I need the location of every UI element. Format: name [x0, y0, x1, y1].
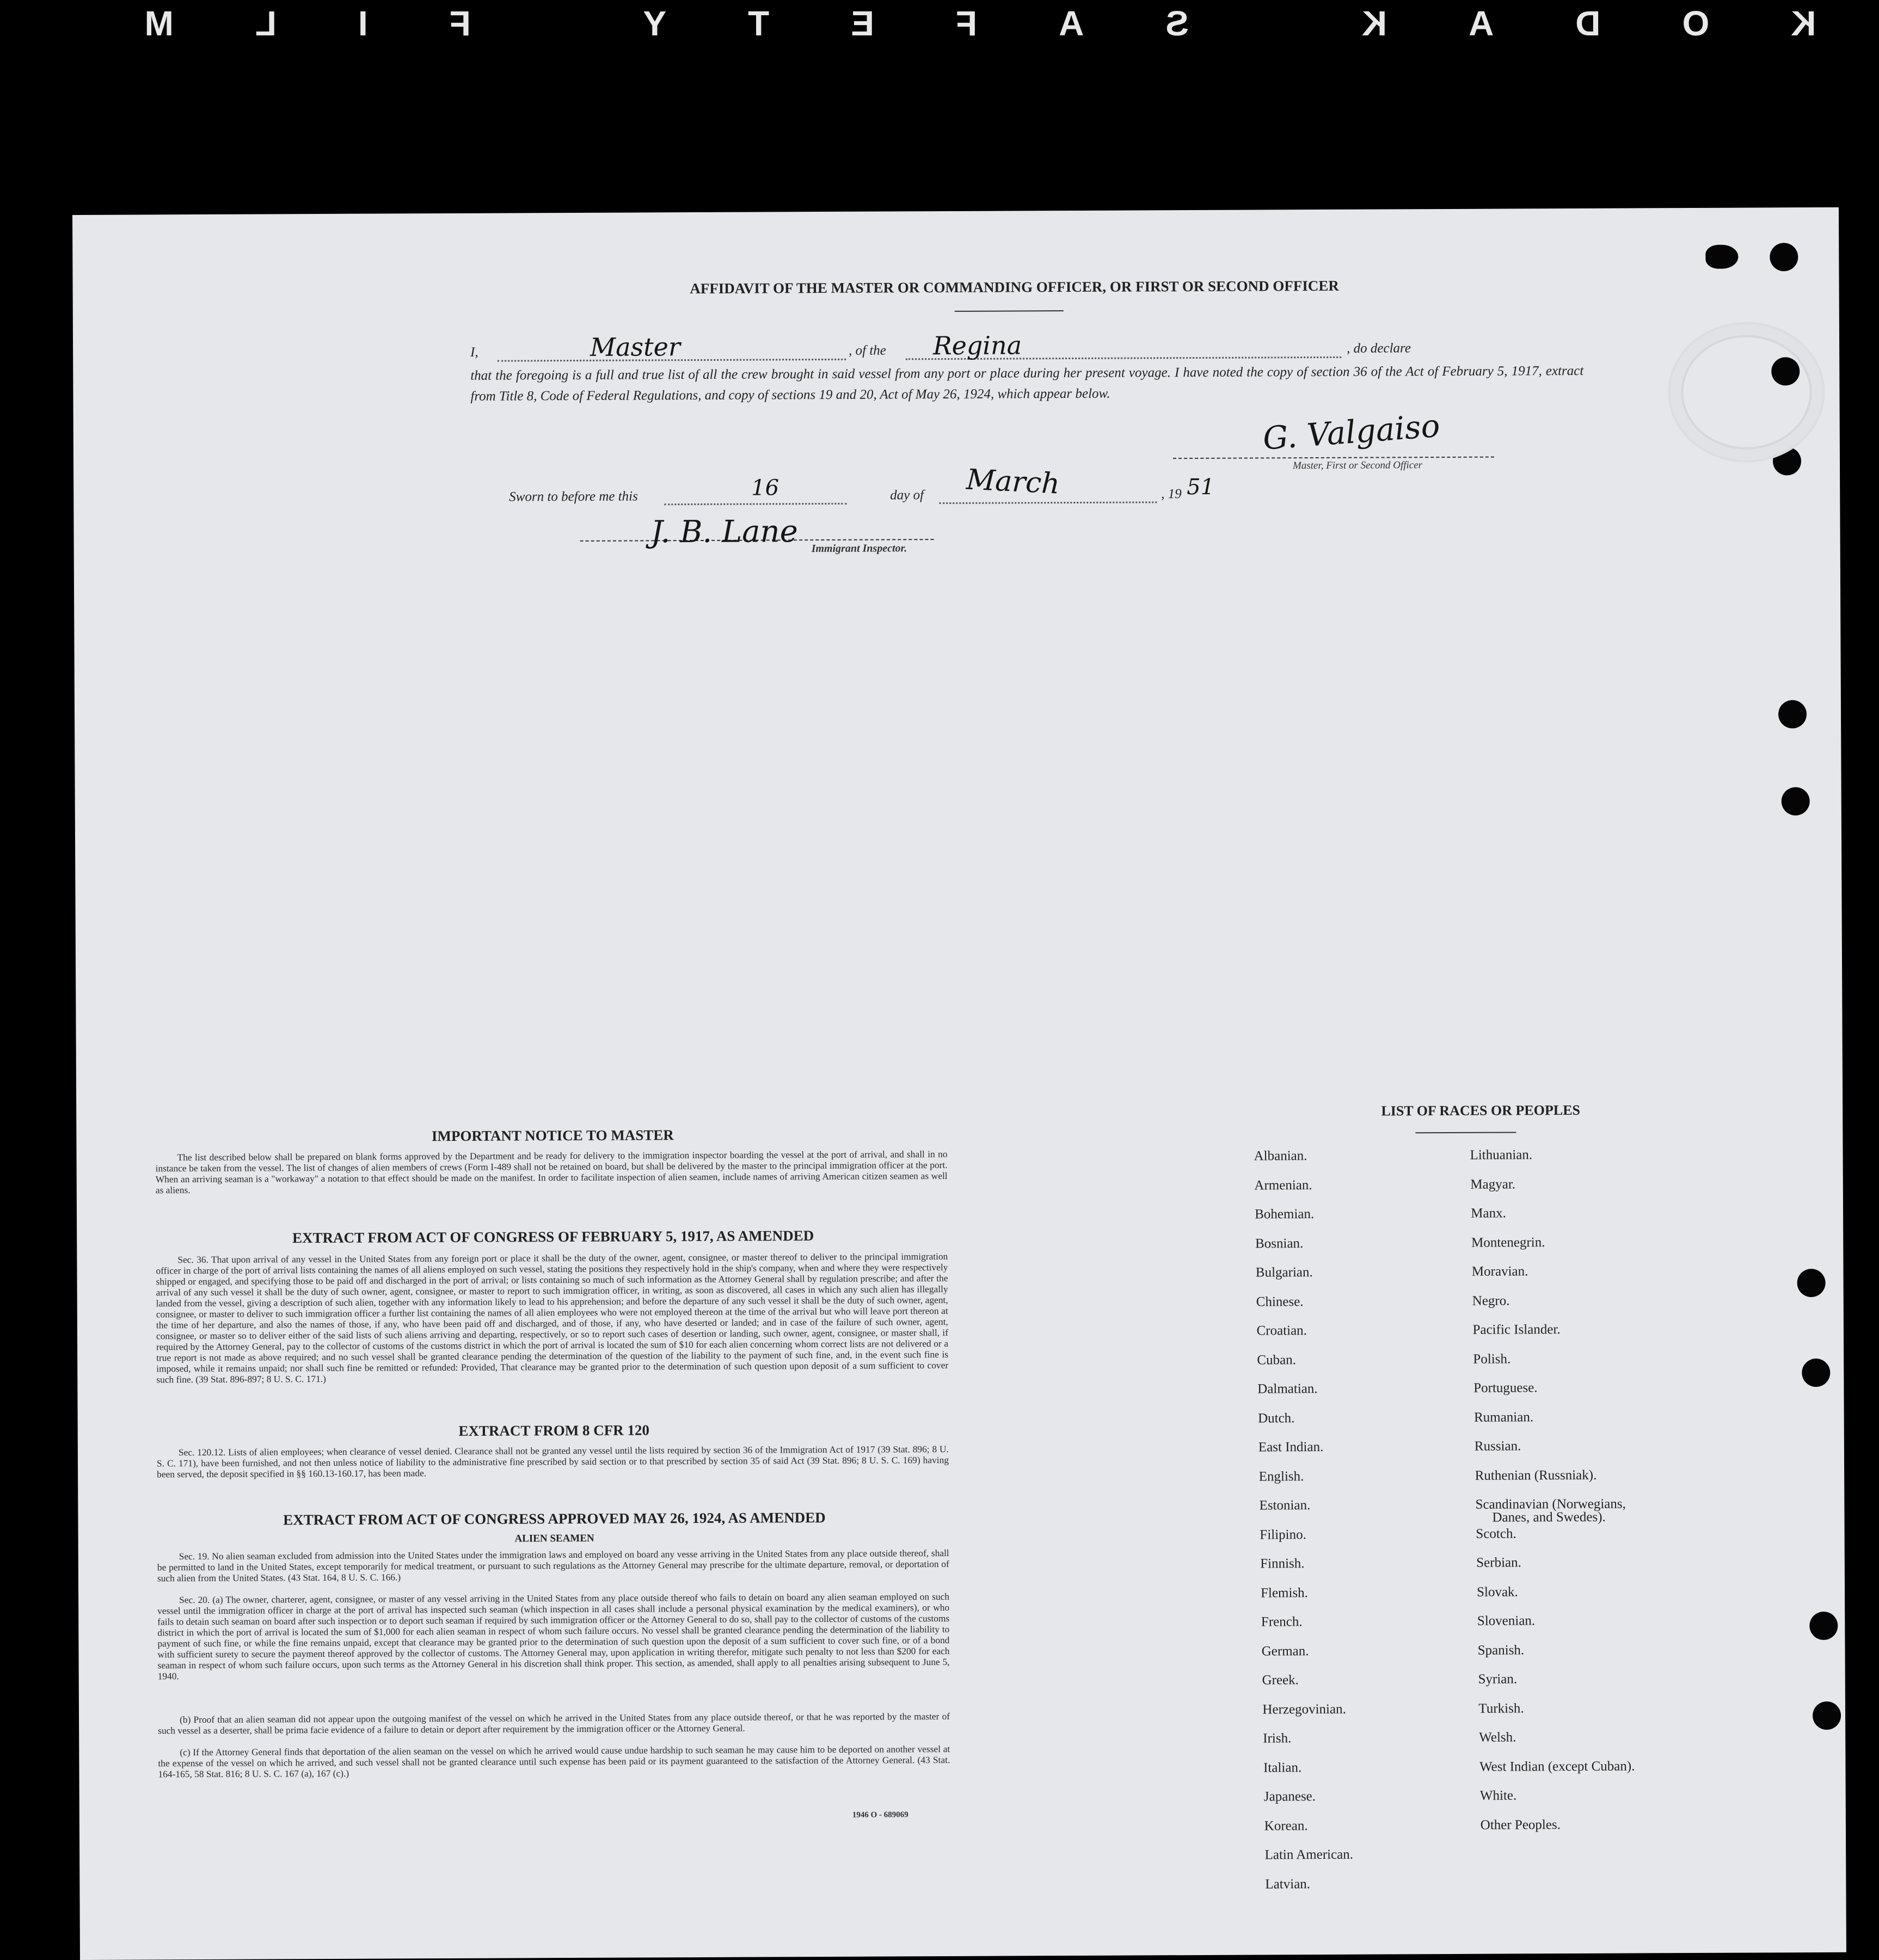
officer-signature-line — [1173, 457, 1494, 459]
punch-hole — [1705, 245, 1738, 269]
race-item: Moravian. — [1471, 1264, 1528, 1279]
races-title-underline — [1415, 1132, 1516, 1133]
embossed-seal — [1668, 322, 1825, 463]
punch-hole — [1778, 700, 1807, 728]
vessel-handwriting: Regina — [932, 330, 1022, 361]
race-item: Polish. — [1473, 1351, 1511, 1367]
races-left-column — [72, 207, 1839, 215]
race-item: Manx. — [1471, 1206, 1506, 1221]
extract-1924-sec20b: (b) Proof that an alien seaman did not appear upon the outgoing manifest of the vessel on which he arrived in the United States from any place outside thereof, or that he was reported by the master of such vessel as a deserter, shall be prima facie evidence of a failure to detain or deport after requirement by the immigration officer or the Attorney General. — [158, 1710, 950, 1736]
race-item: Cuban. — [1257, 1352, 1296, 1368]
race-item: Irish. — [1263, 1731, 1292, 1746]
punch-hole — [1809, 1612, 1838, 1640]
race-item: Danes, and Swedes). — [1492, 1509, 1606, 1525]
inspector-caption: Immigrant Inspector. — [811, 542, 907, 555]
race-item: Croatian. — [1256, 1323, 1307, 1338]
race-item: West Indian (except Cuban). — [1479, 1759, 1635, 1774]
race-item: German. — [1261, 1643, 1309, 1658]
print-code: 1946 O - 689069 — [852, 1810, 908, 1820]
officer-caption: Master, First or Second Officer — [1292, 459, 1423, 472]
race-item: Slovak. — [1477, 1584, 1518, 1600]
race-item: Latvian. — [1265, 1876, 1311, 1891]
race-item: Pacific Islander. — [1472, 1322, 1561, 1337]
extract-cfr-text: Sec. 120.12. Lists of alien employees; when clearance of vessel denied. Clearance shall not be granted any vessel until the lists required by section 36 of the Immigration Act of 1917 (39 Stat. 896; 8 U. S. C. 171), have been furnished, and not then unless notice of liability to the administrative fine prescribed by said section or to that prescribed by section 35 of said Act (39 Stat. 896; 8 U. S. C. 169) having been served, the deposit specified in §§ 160.13-160.17, has been made. — [156, 1443, 949, 1480]
extract-1924-sec20c: (c) If the Attorney General finds that deportation of the alien seaman on the vessel on which he arrived would cause undue hardship to such seaman he may cause him to be deported on another vessel at the expense of the vessel on which he arrived, and such vessel shall not be granted clearance until such expense has been paid or its payment guaranteed to the satisfaction of the Attorney General. (43 Stat. 164-165, 58 Stat. 816; 8 U. S. C. 167 (a), 167 (c).) — [158, 1743, 950, 1780]
sworn-line — [509, 463, 1304, 512]
punch-hole — [1797, 1269, 1825, 1297]
race-item: White. — [1479, 1788, 1517, 1803]
extract-1924-sec20a: Sec. 20. (a) The owner, charterer, agent, consignee, or master of any vessel arriving in the United States from any place outside thereof who fails to detain on board any alien seaman employed on such vessel until the immigration officer in charge at the port of arrival has inspected such seaman (which inspection in all cases shall include a personal physical examination by the medical examiners), or who fails to detain such seaman on board after such inspection or to deport such seaman if required by such immigration officer or the Attorney General to do so, shall pay to the collector of customs of the customs district in which the port of arrival is located the sum of $1,000 for each alien seaman in respect of whom such failure occurs. No vessel shall be granted clearance pending the determination of the liability to payment of such fine, or while the fine remains unpaid, except that clearance may be granted prior to the determination of such question upon the deposit of a sum sufficient to cover such fine, or of a bond with sufficient surety to secure the payment thereof approved by the collector of customs. The Attorney General may, upon application in writing therefor, mitigate such penalty to not less than $200 for each seaman in respect of whom such failure occurs, upon such terms as the Attorney General in his discretion shall think proper. This section, as amended, shall apply to all penalties arising subsequent to June 5, 1940. — [157, 1590, 950, 1682]
month-blank — [939, 501, 1157, 504]
race-item: Slovenian. — [1477, 1613, 1536, 1629]
race-item: Montenegrin. — [1471, 1234, 1545, 1250]
extract-cfr-title: EXTRACT FROM 8 CFR 120 — [458, 1422, 650, 1439]
declarant-line — [470, 330, 1583, 366]
race-item: Ruthenian (Russniak). — [1475, 1467, 1597, 1483]
race-item: Negro. — [1472, 1293, 1510, 1308]
extract-1924-subtitle: ALIEN SEAMEN — [514, 1532, 594, 1545]
race-item: Scandinavian (Norwegians, — [1475, 1496, 1626, 1512]
film-edge-marking: KODAK SAFETY FILM — [63, 4, 1816, 43]
race-item: Bosnian. — [1255, 1236, 1304, 1251]
day-handwriting: 16 — [751, 475, 779, 501]
name-handwriting: Master — [590, 332, 681, 362]
extract-1917-text: Sec. 36. That upon arrival of any vessel in the United States from any foreign port or place it shall be the duty of the owner, agent, consignee, or master thereof to deliver to the principal immigration officer in charge of the port of arrival lists containing the names of all aliens employed on such vessel, stating the positions they respectively hold in the ship's company, when and where they were respectively shipped or engaged, and specifying those to be paid off and discharged in the port of arrival; or lists containing so much of such information as the Attorney General shall by regulation prescribe; and after the arrival of any such vessel it shall be the duty of such owner, agent, consignee, or master to report to such immigration officer, in writing, as soon as discovered, all cases in which any such alien has illegally landed from the vessel, giving a description of such alien, together with any information likely to lead to his apprehension; and before the departure of any such vessel it shall be the duty of such owner, agent, consignee, or master to deliver to such immigration officer a further list containing the names of all alien employees who were not employed thereon at the time of the arrival but who will leave port thereon at the time of her departure, and also the names of those, if any, who have been paid off and discharged, and of those, if any, who have deserted or landed; and in case of the failure of such owner, agent, consignee, or master so to deliver either of the said lists of such aliens arriving and departing, respectively, or so to report such cases of desertion or landing, such owner, agent, consignee, or master shall, if required by the Attorney General, pay to the collector of customs of the customs district in which the port of arrival is located the sum of $10 for each alien concerning whom correct lists are not delivered or a true report is not made as above required; and no such vessel shall be granted clearance pending the determination of the question of the liability to the payment of such fine, and, in the event such fine is imposed, while it remains unpaid; nor shall such fine be remitted or refunded: Provided, That clearance may be granted prior to the determination of such question upon deposit of a sum sufficient to cover such fine. (39 Stat. 896-897; 8 U. S. C. 171.) — [156, 1251, 949, 1385]
extract-1924-title: EXTRACT FROM ACT OF CONGRESS APPROVED MAY 26, 1924, AS AMENDED — [283, 1509, 826, 1528]
race-item: Estonian. — [1259, 1498, 1311, 1513]
race-item: Finnish. — [1260, 1556, 1305, 1571]
race-item: Herzegovinian. — [1262, 1701, 1346, 1717]
race-item: Greek. — [1262, 1673, 1299, 1688]
race-item: Serbian. — [1476, 1555, 1521, 1570]
race-item: Armenian. — [1254, 1177, 1312, 1193]
extract-1917-title: EXTRACT FROM ACT OF CONGRESS OF FEBRUARY 5, 1917, AS AMENDED — [292, 1227, 814, 1246]
punch-hole — [1770, 243, 1798, 271]
of-the-label: , of the — [849, 343, 886, 358]
race-item: Korean. — [1264, 1818, 1308, 1833]
race-item: Dalmatian. — [1257, 1381, 1318, 1397]
title-underline — [955, 310, 1064, 312]
race-item: Syrian. — [1478, 1672, 1518, 1687]
race-item: Chinese. — [1256, 1294, 1304, 1310]
races-title: LIST OF RACES OR PEOPLES — [1381, 1102, 1581, 1119]
race-item: Magyar. — [1470, 1176, 1516, 1192]
punch-hole — [1813, 1701, 1841, 1730]
race-item: Flemish. — [1261, 1585, 1308, 1600]
race-item: Russian. — [1474, 1439, 1521, 1454]
day-of-label: day of — [890, 488, 924, 503]
affidavit-title: AFFIDAVIT OF THE MASTER OR COMMANDING OFFICER, OR FIRST OR SECOND OFFICER — [690, 277, 1339, 297]
day-blank — [664, 503, 846, 505]
notice-text: The list described below shall be prepared on blank forms approved by the Department and be ready for delivery to the immigration inspector boarding the vessel at the port of arrival, and shall in no instance be taken from the vessel. The list of changes of alien members of crews (Form I-489 shall not be retained on board, but shall be delivered by the master to the principal immigration officer at the port. When an arriving seaman is a "workaway" a notation to that effect should be made on the manifest. In order to facilitate inspection of alien seamen, include names of arriving American citizen seamen as well as aliens. — [155, 1148, 948, 1196]
i-label: I, — [470, 345, 478, 360]
race-item: Bohemian. — [1255, 1207, 1315, 1222]
race-item: East Indian. — [1258, 1439, 1324, 1455]
race-item: Albanian. — [1254, 1148, 1307, 1164]
inspector-signature: J. B. Lane — [650, 514, 798, 550]
race-item: Rumanian. — [1473, 1409, 1534, 1425]
race-item: Portuguese. — [1473, 1380, 1538, 1396]
race-item: French. — [1261, 1614, 1303, 1630]
year-handwriting: 51 — [1187, 474, 1215, 500]
race-item: Other Peoples. — [1480, 1817, 1561, 1833]
race-item: Dutch. — [1257, 1410, 1295, 1426]
race-item: Japanese. — [1263, 1789, 1316, 1804]
race-item: Italian. — [1263, 1760, 1302, 1775]
affidavit-body: that the foregoing is a full and true list of all the crew brought in said vessel from any port or place during her present voyage. I have noted the copy of section 36 of the Act of February 5, 1917, extract from Title 8, Code of Federal Regulations, and copy of sections 19 and 20, Act of May 26, 1924, which appear below. — [470, 363, 1584, 404]
race-item: Lithuanian. — [1470, 1147, 1533, 1163]
race-item: Latin American. — [1264, 1847, 1354, 1863]
month-handwriting: March — [965, 463, 1061, 501]
race-item: Welsh. — [1479, 1730, 1516, 1745]
sworn-label: Sworn to before me this — [509, 489, 638, 505]
race-item: Turkish. — [1478, 1700, 1524, 1716]
officer-signature: G. Valgaiso — [1261, 407, 1441, 457]
document-sheet — [72, 207, 1846, 1960]
year-prefix: , 19 — [1161, 487, 1182, 502]
race-item: Bulgarian. — [1255, 1265, 1313, 1280]
notice-title: IMPORTANT NOTICE TO MASTER — [431, 1127, 674, 1145]
punch-hole — [1782, 787, 1810, 815]
declare-label: , do declare — [1347, 341, 1411, 356]
punch-hole — [1802, 1359, 1830, 1387]
race-item: English. — [1258, 1469, 1304, 1484]
races-right-column — [72, 207, 1839, 215]
race-item: Scotch. — [1476, 1526, 1516, 1541]
extract-1924-sec19: Sec. 19. No alien seaman excluded from admission into the United States under the immigration laws and employed on board any vesse arriving in the United States from any place outside thereof, shall be permitted to land in the United States, except temporarily for medical treatment, or pursuant to such regulations as the Attorney General may prescribe for the ultimate departure, removal, or deportation of such alien from the United States. (43 Stat. 164, 8 U. S. C. 166.) — [157, 1547, 949, 1584]
race-item: Spanish. — [1477, 1642, 1525, 1658]
race-item: Filipino. — [1260, 1527, 1306, 1543]
